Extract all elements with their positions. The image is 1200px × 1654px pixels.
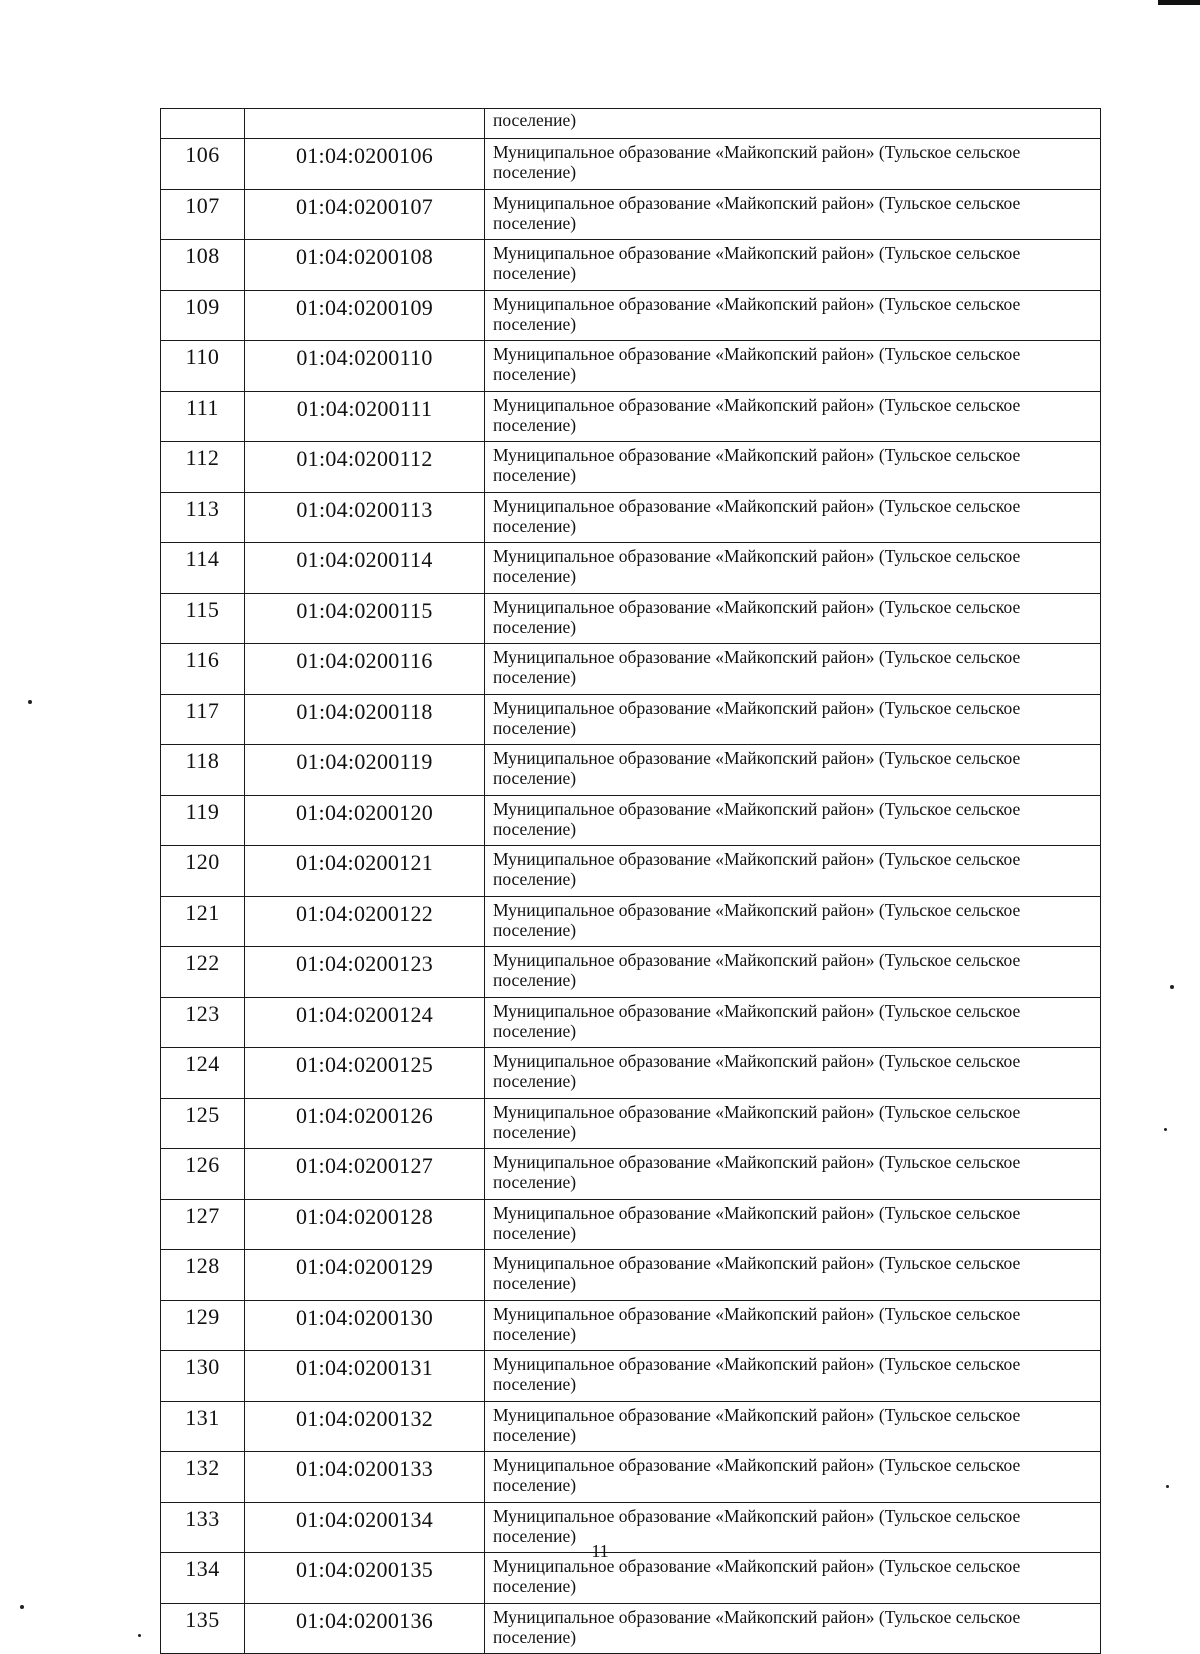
table-row [161,543,1101,594]
cell-number: 110 [161,341,245,392]
table-row [161,1149,1101,1200]
cell-number: 108 [161,240,245,291]
cell-code: 01:04:0200133 [245,1452,485,1503]
cell-code: 01:04:0200122 [245,896,485,947]
cell-code: 01:04:0200127 [245,1149,485,1200]
cell-number [161,109,245,139]
cell-number: 128 [161,1250,245,1301]
cell-owner: Муниципальное образование «Майкопский район» (Тульское сельское поселение) [485,1603,1101,1654]
cell-number: 135 [161,1603,245,1654]
cell-code: 01:04:0200128 [245,1199,485,1250]
cell-number: 116 [161,644,245,695]
table-row [161,795,1101,846]
cell-code: 01:04:0200118 [245,694,485,745]
cell-number: 129 [161,1300,245,1351]
table-row [161,644,1101,695]
cell-number: 130 [161,1351,245,1402]
scan-speck [1164,1128,1167,1131]
cell-number: 124 [161,1048,245,1099]
cell-code: 01:04:0200126 [245,1098,485,1149]
cell-owner: Муниципальное образование «Майкопский район» (Тульское сельское поселение) [485,391,1101,442]
cell-owner: Муниципальное образование «Майкопский район» (Тульское сельское поселение) [485,189,1101,240]
cell-number: 122 [161,947,245,998]
cell-number: 126 [161,1149,245,1200]
cell-owner: Муниципальное образование «Майкопский район» (Тульское сельское поселение) [485,1149,1101,1200]
table-row [161,593,1101,644]
cell-owner: Муниципальное образование «Майкопский район» (Тульское сельское поселение) [485,543,1101,594]
cell-code: 01:04:0200114 [245,543,485,594]
cell-owner: Муниципальное образование «Майкопский район» (Тульское сельское поселение) [485,896,1101,947]
table-row [161,1048,1101,1099]
table-row [161,1098,1101,1149]
cell-number: 117 [161,694,245,745]
cell-owner: Муниципальное образование «Майкопский район» (Тульское сельское поселение) [485,745,1101,796]
cell-owner: Муниципальное образование «Майкопский район» (Тульское сельское поселение) [485,947,1101,998]
cell-code: 01:04:0200111 [245,391,485,442]
cell-owner: Муниципальное образование «Майкопский район» (Тульское сельское поселение) [485,795,1101,846]
cell-code: 01:04:0200124 [245,997,485,1048]
cell-code: 01:04:0200135 [245,1553,485,1604]
cell-code: 01:04:0200121 [245,846,485,897]
scan-speck [1170,985,1174,989]
cell-owner: Муниципальное образование «Майкопский район» (Тульское сельское поселение) [485,1401,1101,1452]
cell-code: 01:04:0200115 [245,593,485,644]
cell-owner: Муниципальное образование «Майкопский район» (Тульское сельское поселение) [485,240,1101,291]
cell-owner: Муниципальное образование «Майкопский район» (Тульское сельское поселение) [485,593,1101,644]
cell-number: 121 [161,896,245,947]
cell-number: 132 [161,1452,245,1503]
cell-owner: Муниципальное образование «Майкопский район» (Тульское сельское поселение) [485,290,1101,341]
cell-number: 111 [161,391,245,442]
cadastral-quarters-table [160,108,1101,1654]
cell-number: 125 [161,1098,245,1149]
cell-owner: поселение) [485,109,1101,139]
cell-owner: Муниципальное образование «Майкопский район» (Тульское сельское поселение) [485,442,1101,493]
table-row [161,1199,1101,1250]
cell-owner: Муниципальное образование «Майкопский район» (Тульское сельское поселение) [485,1098,1101,1149]
cell-code: 01:04:0200130 [245,1300,485,1351]
page-number: 11 [591,1541,609,1561]
cell-code: 01:04:0200120 [245,795,485,846]
table-row [161,240,1101,291]
cell-owner: Муниципальное образование «Майкопский район» (Тульское сельское поселение) [485,1502,1101,1553]
cell-owner: Муниципальное образование «Майкопский район» (Тульское сельское поселение) [485,644,1101,695]
table-row [161,694,1101,745]
table-row [161,846,1101,897]
cell-number: 133 [161,1502,245,1553]
cell-number: 114 [161,543,245,594]
cell-owner: Муниципальное образование «Майкопский район» (Тульское сельское поселение) [485,1452,1101,1503]
cell-owner: Муниципальное образование «Майкопский район» (Тульское сельское поселение) [485,1351,1101,1402]
scan-speck [28,700,32,704]
cell-code: 01:04:0200136 [245,1603,485,1654]
cell-number: 106 [161,139,245,190]
cell-code: 01:04:0200134 [245,1502,485,1553]
table-row [161,745,1101,796]
table-row [161,391,1101,442]
cell-owner: Муниципальное образование «Майкопский район» (Тульское сельское поселение) [485,341,1101,392]
cell-owner: Муниципальное образование «Майкопский район» (Тульское сельское поселение) [485,1048,1101,1099]
cell-owner: Муниципальное образование «Майкопский район» (Тульское сельское поселение) [485,694,1101,745]
table-row [161,189,1101,240]
cell-owner: Муниципальное образование «Майкопский район» (Тульское сельское поселение) [485,1300,1101,1351]
table-row [161,139,1101,190]
cell-code [245,109,485,139]
cell-code: 01:04:0200107 [245,189,485,240]
cell-number: 115 [161,593,245,644]
cell-code: 01:04:0200113 [245,492,485,543]
cell-code: 01:04:0200123 [245,947,485,998]
cell-owner: Муниципальное образование «Майкопский район» (Тульское сельское поселение) [485,492,1101,543]
cell-number: 113 [161,492,245,543]
cell-code: 01:04:0200125 [245,1048,485,1099]
cell-owner: Муниципальное образование «Майкопский район» (Тульское сельское поселение) [485,997,1101,1048]
cell-number: 131 [161,1401,245,1452]
cell-code: 01:04:0200116 [245,644,485,695]
continuation-row [161,109,1101,139]
cell-owner: Муниципальное образование «Майкопский район» (Тульское сельское поселение) [485,1199,1101,1250]
scan-speck [1166,1485,1169,1488]
cell-owner: Муниципальное образование «Майкопский район» (Тульское сельское поселение) [485,139,1101,190]
table-row [161,947,1101,998]
table-row [161,1250,1101,1301]
table-row [161,442,1101,493]
cell-number: 119 [161,795,245,846]
cell-number: 107 [161,189,245,240]
cell-code: 01:04:0200108 [245,240,485,291]
table-row [161,1452,1101,1503]
cell-code: 01:04:0200106 [245,139,485,190]
table-body [161,109,1101,1654]
scan-edge-mark [1158,0,1200,5]
cell-number: 134 [161,1553,245,1604]
table-row [161,290,1101,341]
cell-number: 123 [161,997,245,1048]
table-row [161,896,1101,947]
cell-code: 01:04:0200119 [245,745,485,796]
table-row [161,1401,1101,1452]
cell-owner: Муниципальное образование «Майкопский район» (Тульское сельское поселение) [485,1553,1101,1604]
scan-speck [20,1605,24,1609]
cell-code: 01:04:0200110 [245,341,485,392]
table-row [161,492,1101,543]
scan-speck [138,1634,141,1637]
cell-owner: Муниципальное образование «Майкопский район» (Тульское сельское поселение) [485,846,1101,897]
cell-code: 01:04:0200109 [245,290,485,341]
cell-code: 01:04:0200132 [245,1401,485,1452]
table-row [161,1351,1101,1402]
table-row [161,997,1101,1048]
cell-number: 120 [161,846,245,897]
cell-owner: Муниципальное образование «Майкопский район» (Тульское сельское поселение) [485,1250,1101,1301]
cell-number: 127 [161,1199,245,1250]
cell-number: 112 [161,442,245,493]
table-row [161,1603,1101,1654]
table-row [161,341,1101,392]
cell-code: 01:04:0200112 [245,442,485,493]
table-row [161,1300,1101,1351]
cell-number: 109 [161,290,245,341]
cell-number: 118 [161,745,245,796]
cell-code: 01:04:0200129 [245,1250,485,1301]
cell-code: 01:04:0200131 [245,1351,485,1402]
